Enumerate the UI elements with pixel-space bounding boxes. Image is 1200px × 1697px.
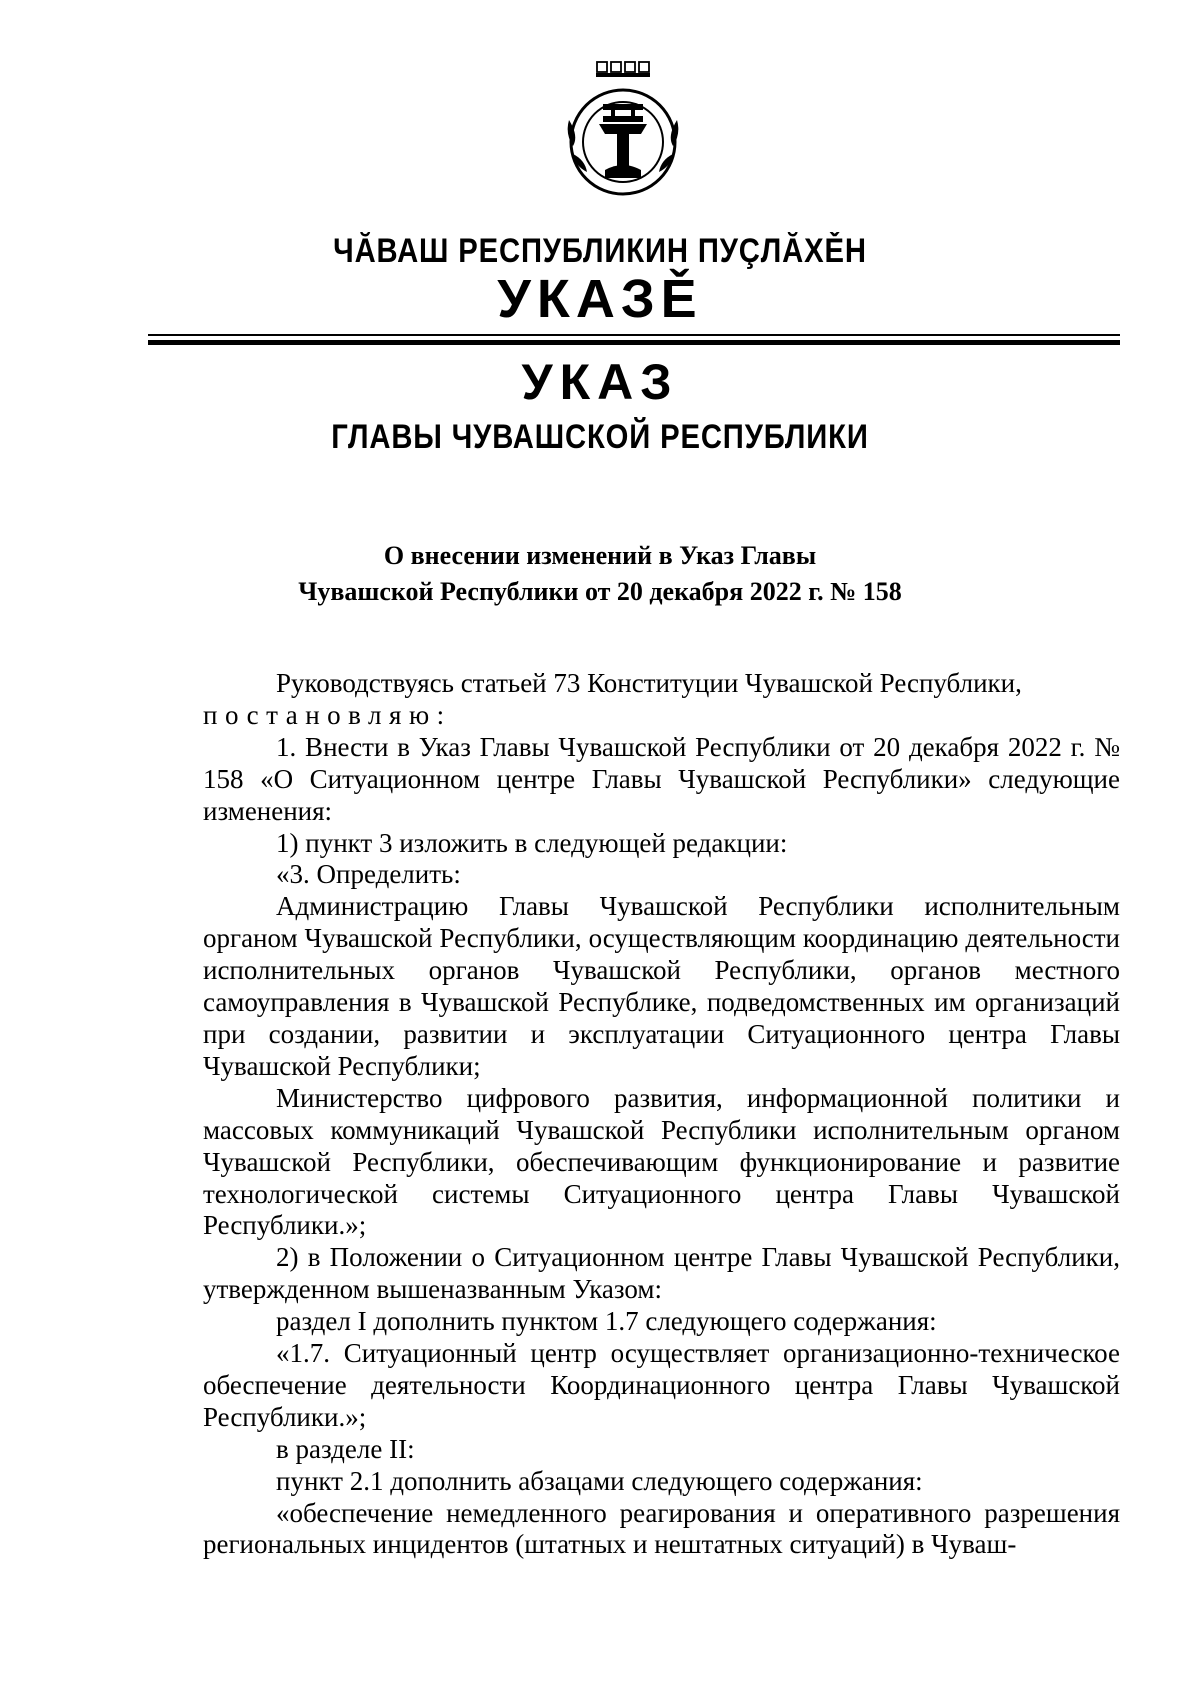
paragraph-point-1-7: «1.7. Ситуационный центр осуществляет организационно-техническое обеспечение деятельности Координационного центра Главы Чувашской Республики.»; — [203, 1338, 1120, 1432]
paragraph-section-2: в разделе II: — [276, 1433, 415, 1464]
head-of-republic-heading: ГЛАВЫ ЧУВАШСКОЙ РЕСПУБЛИКИ — [331, 418, 869, 456]
paragraph-ministry: Министерство цифрового развития, информационной политики и массовых коммуникаций Чувашской Республики исполнительным органом Чувашской Республики, обеспечивающим функционирование и развитие технологической системы Ситуационного центра Главы Чувашской Республики.»; — [203, 1082, 1120, 1241]
chuvash-header-line: ЧĂВАШ РЕСПУБЛИКИН ПУÇЛĂХĚН — [333, 232, 867, 270]
paragraph-point-3: «3. Определить: — [276, 859, 461, 890]
paragraph-administration: Администрацию Главы Чувашской Республики исполнительным органом Чувашской Республики, осуществляющим координацию деятельности исполнительных органов Чувашской Республики, органов местного самоуправления в Чувашской Республике, подведомственных им организаций при создании, развитии и эксплуатации Ситуационного центра Главы Чувашской Республики; — [203, 891, 1120, 1081]
paragraph-subitem-2: 2) в Положении о Ситуационном центре Главы Чувашской Республики, утвержденном вышеназванным Указом: — [203, 1242, 1120, 1305]
document-body — [203, 668, 1120, 1561]
document-title-line-2: Чувашской Республики от 20 декабря 2022 г. № 158 — [298, 577, 902, 606]
document-title — [0, 538, 1200, 610]
paragraph-response: «обеспечение немедленного реагирования и оперативного разрешения региональных инцидентов (штатных и нештатных ситуаций) в Чуваш- — [203, 1497, 1120, 1560]
document-title-line-1: О внесении изменений в Указ Главы — [383, 541, 817, 570]
header-divider-thin — [148, 334, 1120, 336]
paragraph-subitem-1: 1) пункт 3 изложить в следующей редакции: — [276, 827, 788, 858]
coat-of-arms-emblem — [559, 58, 687, 198]
resolve-word: постановляю: — [203, 699, 452, 730]
decree-heading: УКАЗ — [521, 354, 679, 410]
paragraph-point-2-1: пункт 2.1 дополнить абзацами следующего содержания: — [276, 1465, 923, 1496]
chuvash-decree-heading: УКАЗĚ — [497, 269, 703, 329]
paragraph-section-1: раздел I дополнить пунктом 1.7 следующего содержания: — [276, 1306, 937, 1337]
paragraph-preamble: Руководствуясь статьей 73 Конституции Чувашской Республики, — [276, 668, 1022, 698]
paragraph-item-1: 1. Внести в Указ Главы Чувашской Республики от 20 декабря 2022 г. № 158 «О Ситуационном центре Главы Чувашской Республики» следующие изменения: — [203, 731, 1120, 826]
header-divider-thick — [148, 340, 1120, 345]
paragraph-resolve — [203, 700, 1120, 732]
